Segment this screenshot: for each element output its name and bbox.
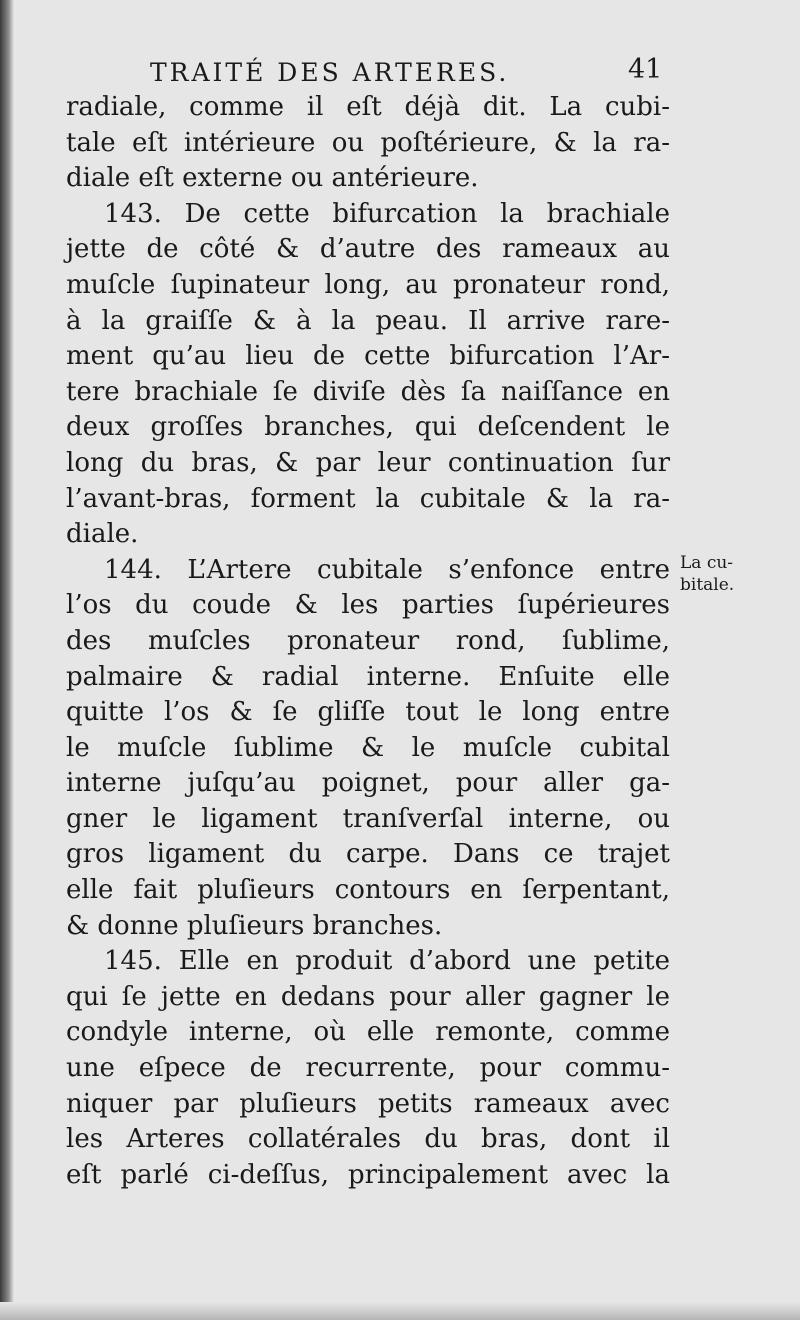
text-line: long du bras, & par leur continuation ſur [66, 447, 670, 478]
body-text [66, 90, 670, 1193]
text-line: tale eſt intérieure ou poſtérieure, & la ra- [66, 127, 670, 158]
text-line: ment qu’au lieu de cette bifurcation l’Ar- [66, 341, 670, 372]
text-line: l’avant-bras, forment la cubitale & la ra- [66, 483, 670, 514]
text-line: l’os du coude & les parties ſupérieures [66, 590, 670, 621]
text-line: tere brachiale ſe diviſe dès ſa naiſſance en [66, 376, 670, 407]
text-line: une eſpece de recurrente, pour commu- [66, 1053, 670, 1084]
text-line: diale. [66, 519, 139, 550]
text-line: eſt parlé ci-deſſus, principalement avec la [66, 1159, 670, 1190]
text-line: & donne pluſieurs branches. [66, 910, 443, 941]
page-number: 41 [628, 54, 663, 85]
text-line: gros ligament du carpe. Dans ce trajet [66, 839, 670, 870]
text-line: jette de côté & d’autre des rameaux au [66, 234, 670, 265]
text-line: le muſcle ſublime & le muſcle cubital [66, 732, 670, 763]
page-bottom-shadow [0, 1302, 800, 1320]
text-line: niquer par pluſieurs petits rameaux avec [66, 1088, 670, 1119]
text-line: diale eſt externe ou antérieure. [66, 163, 479, 194]
text-line: muſcle ſupinateur long, au pronateur rond, [66, 269, 670, 300]
paragraph-144-start: 144. L’Artere cubitale s’enfonce entre [104, 554, 670, 585]
text-line: interne juſqu’au poignet, pour aller ga- [66, 768, 670, 799]
text-line: condyle interne, où elle remonte, comme [66, 1017, 670, 1048]
paragraph-145-start: 145. Elle en produit d’abord une petite [104, 946, 670, 977]
running-title: TRAITÉ DES ARTERES. [150, 58, 510, 87]
paragraph-143-start: 143. De cette bifurcation la brachiale [104, 198, 670, 229]
text-line: à la graiſſe & à la peau. Il arrive rare- [66, 305, 670, 336]
text-line: deux groſſes branches, qui deſcendent le [66, 412, 670, 443]
text-line: gner le ligament tranſverſal interne, ou [66, 803, 670, 834]
text-line: radiale, comme il eſt déjà dit. La cubi- [66, 92, 670, 122]
page-gutter-shadow [0, 0, 14, 1320]
text-line: quitte l’os & ſe gliſſe tout le long entre [66, 697, 670, 728]
text-line: qui ſe jette en dedans pour aller gagner le [66, 981, 670, 1012]
text-line: elle fait pluſieurs contours en ſerpentant, [66, 875, 670, 906]
margin-note [680, 552, 780, 596]
text-line: les Arteres collatérales du bras, dont il [66, 1124, 670, 1155]
text-line: palmaire & radial interne. Enſuite elle [66, 661, 670, 692]
margin-note-line: La cu- [680, 553, 734, 573]
text-line: des muſcles pronateur rond, ſublime, [66, 625, 670, 656]
margin-note-line: bitale. [680, 575, 735, 595]
